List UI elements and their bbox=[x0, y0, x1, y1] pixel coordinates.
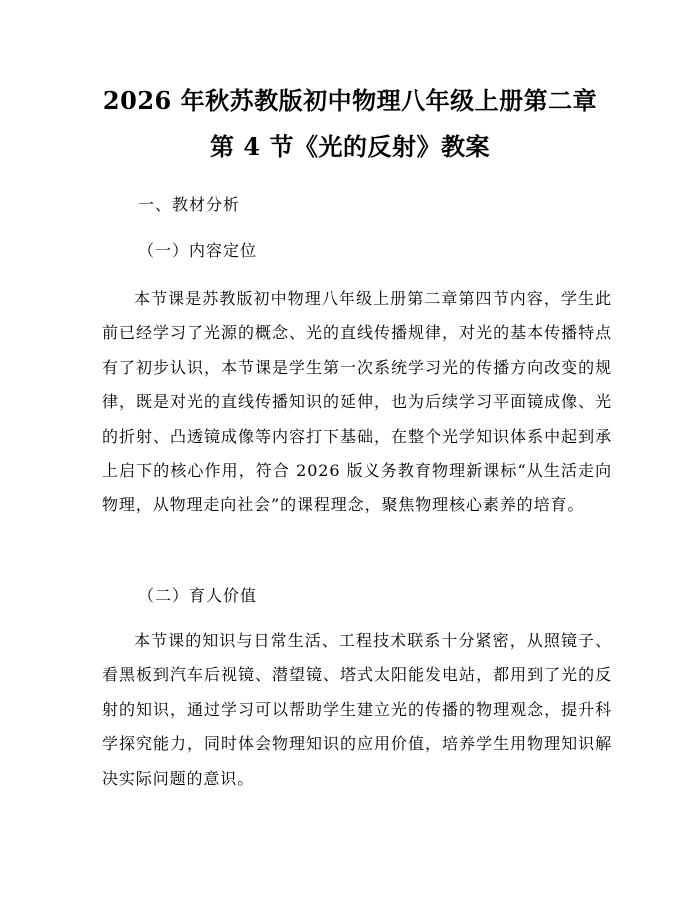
subsection-heading-educational-value: （二）育人价值 bbox=[138, 586, 258, 605]
paragraph-content-positioning: 本节课是苏教版初中物理八年级上册第二章第四节内容，学生此前已经学习了光源的概念、光的直线传播规律，对光的基本传播特点有了初步认识，本节课是学生第一次系统学习光的传播方向改变的规律，既是对光的直线传播知识的延伸，也为后续学习平面镜成像、光的折射、凸透镜成像等内容打下基础，在整个光学知识体系中起到承上启下的核心作用，符合 2026 版义务教育物理新课标“从生活走向物理，从物理走向社会”的课程理念，聚焦物理核心素养的培育。 bbox=[102, 289, 612, 515]
subsection-heading-content-positioning: （一）内容定位 bbox=[138, 241, 258, 260]
paragraph-educational-value: 本节课的知识与日常生活、工程技术联系十分紧密，从照镜子、看黑板到汽车后视镜、潜望镜、塔式太阳能发电站，都用到了光的反射的知识，通过学习可以帮助学生建立光的传播的物理观念，提升科学探究能力，同时体会物理知识的应用价值，培养学生用物理知识解决实际问题的意识。 bbox=[102, 631, 612, 788]
document-title-line-1: 2026 年秋苏教版初中物理八年级上册第二章 bbox=[102, 86, 598, 115]
section-heading-textbook-analysis: 一、教材分析 bbox=[138, 195, 241, 214]
document-title-line-2: 第 4 节《光的反射》教案 bbox=[210, 132, 490, 161]
